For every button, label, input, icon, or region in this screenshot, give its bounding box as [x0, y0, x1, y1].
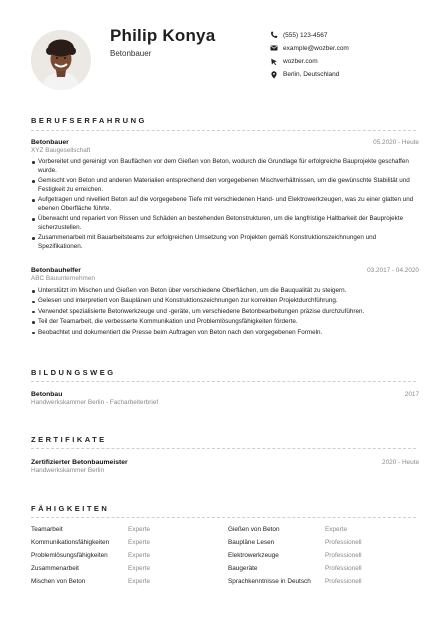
profile-photo: [31, 30, 91, 90]
job-2-company: ABC Bauunternehmen: [31, 275, 95, 282]
skill-item: [31, 526, 221, 538]
list-item: Verwendet spezialisierte Betonwerkzeuge und -geräte, um verschiedene Betonbearbeitungen präzise durchzuführen.: [31, 308, 419, 317]
contact-website-text[interactable]: wozber.com: [283, 58, 318, 66]
certificate-title: Zertifizierter Betonbaumeister: [31, 459, 128, 466]
skill-name: Kommunikationsfähigkeiten: [31, 539, 110, 546]
skill-name: Sprachkenntnisse in Deutsch: [228, 578, 311, 585]
job-2-date: 03.2017 - 04.2020: [367, 267, 419, 274]
skill-level: Professionell: [325, 565, 362, 572]
education-entry: [31, 391, 419, 406]
skill-name: Baupläne Lesen: [228, 539, 275, 546]
skill-level: Experte: [128, 565, 151, 572]
skill-item: [31, 565, 221, 577]
contact-website[interactable]: [270, 56, 349, 68]
contact-list: [270, 29, 349, 82]
skill-level: Experte: [128, 578, 151, 585]
skill-item: [31, 578, 221, 590]
list-item: Zusammenarbeit mit Bauarbeitsteams zur erfolgreichen Umsetzung von Projekten gemäß Konstruktionszeichnungen und Spezifikationen.: [31, 234, 419, 251]
job-title: Betonbauer: [110, 49, 152, 58]
certificate-entry: [31, 459, 419, 474]
list-item: Beobachtet und dokumentiert die Presse beim Auftragen von Beton nach den vorgegebenen Formeln.: [31, 329, 419, 338]
skill-level: Professionell: [325, 578, 362, 585]
mail-icon: [270, 44, 278, 52]
job-2-header: [31, 267, 419, 282]
full-name: Philip Konya: [110, 26, 216, 45]
experience-heading: BERUFSERFAHRUNG: [31, 116, 147, 125]
job-1-date: 05.2020 - Heute: [373, 139, 419, 146]
job-2-title: Betonbauhelfer: [31, 267, 81, 274]
list-item: Aufgetragen und nivelliert Beton auf die vorgegebene Tiefe mit verschiedenen Hand- und Elektrowerkzeugen, was zu einer glatten und ebenen Oberfläche führte.: [31, 196, 419, 213]
job-1-bullets: [31, 158, 419, 253]
certificate-issuer: Handwerkskammer Berlin: [31, 467, 105, 474]
skill-level: Experte: [128, 526, 151, 533]
education-divider: [31, 381, 416, 382]
skill-item: [228, 539, 418, 551]
contact-email[interactable]: [270, 42, 349, 54]
job-1-company: XYZ Baugesellschaft: [31, 147, 91, 154]
skill-item: [31, 552, 221, 564]
skill-name: Zusammenarbeit: [31, 565, 79, 572]
skills-heading: FÄHIGKEITEN: [31, 504, 110, 513]
skill-name: Problemlösungsfähigkeiten: [31, 552, 108, 559]
education-heading: BILDUNGSWEG: [31, 368, 116, 377]
link-icon: [270, 58, 278, 66]
list-item: Überwacht und repariert von Rissen und Schäden an bestehenden Betonstrukturen, um die langfristige Haltbarkeit der Bauprojekte sicherzustellen.: [31, 215, 419, 232]
contact-phone-text: (555) 123-4567: [283, 31, 328, 39]
certificates-heading: ZERTIFIKATE: [31, 435, 107, 444]
list-item: Vorbereitet und gereinigt von Bauflächen vor dem Gießen von Beton, wodurch die Grundlage für erfolgreiche Bauprojekte geschaffen wurde.: [31, 158, 419, 175]
skill-name: Gießen von Beton: [228, 526, 280, 533]
skill-name: Mischen von Beton: [31, 578, 86, 585]
experience-divider: [31, 130, 416, 131]
skill-name: Elektrowerkzeuge: [228, 552, 279, 559]
list-item: Unterstützt im Mischen und Gießen von Beton über verschiedene Oberflächen, um die Bauqualität zu steigern.: [31, 287, 419, 296]
job-1-title: Betonbauer: [31, 139, 69, 146]
skill-level: Experte: [128, 552, 151, 559]
job-1-header: [31, 139, 419, 154]
contact-phone: [270, 29, 349, 41]
list-item: Gemischt von Beton und anderen Materialien entsprechend den vorgegebenen Mischverhältnissen, um die gewünschte Stabilität und Festigkeit zu erreichen.: [31, 177, 419, 194]
skill-level: Professionell: [325, 552, 362, 559]
skill-name: Teamarbeit: [31, 526, 63, 533]
skill-level: Experte: [325, 526, 348, 533]
skill-level: Experte: [128, 539, 151, 546]
skill-item: [228, 578, 418, 590]
job-2-bullets: [31, 287, 419, 339]
contact-location: [270, 69, 349, 81]
list-item: Gelesen und interpretiert von Bauplänen und Konstruktionszeichnungen zur korrekten Projektdurchführung.: [31, 297, 419, 306]
certificates-divider: [31, 448, 416, 449]
skill-item: [31, 539, 221, 551]
skill-item: [228, 526, 418, 538]
phone-icon: [270, 31, 278, 39]
contact-email-text[interactable]: example@wozber.com: [283, 44, 349, 52]
skills-divider: [31, 517, 416, 518]
education-date: 2017: [404, 391, 419, 398]
education-institution: Handwerkskammer Berlin - Facharbeiterbrief: [31, 399, 159, 406]
education-title: Betonbau: [31, 391, 63, 398]
skill-name: Baugeräte: [228, 565, 258, 572]
location-pin-icon: [270, 71, 278, 79]
contact-location-text: Berlin, Deutschland: [283, 71, 340, 79]
avatar: [31, 30, 91, 90]
certificate-date: 2020 - Heute: [382, 459, 419, 466]
skill-item: [228, 565, 418, 577]
skill-level: Professionell: [325, 539, 362, 546]
skill-item: [228, 552, 418, 564]
list-item: Teil der Teamarbeit, die verbesserte Kommunikation und Problemlösungsfähigkeiten förderte.: [31, 318, 419, 327]
